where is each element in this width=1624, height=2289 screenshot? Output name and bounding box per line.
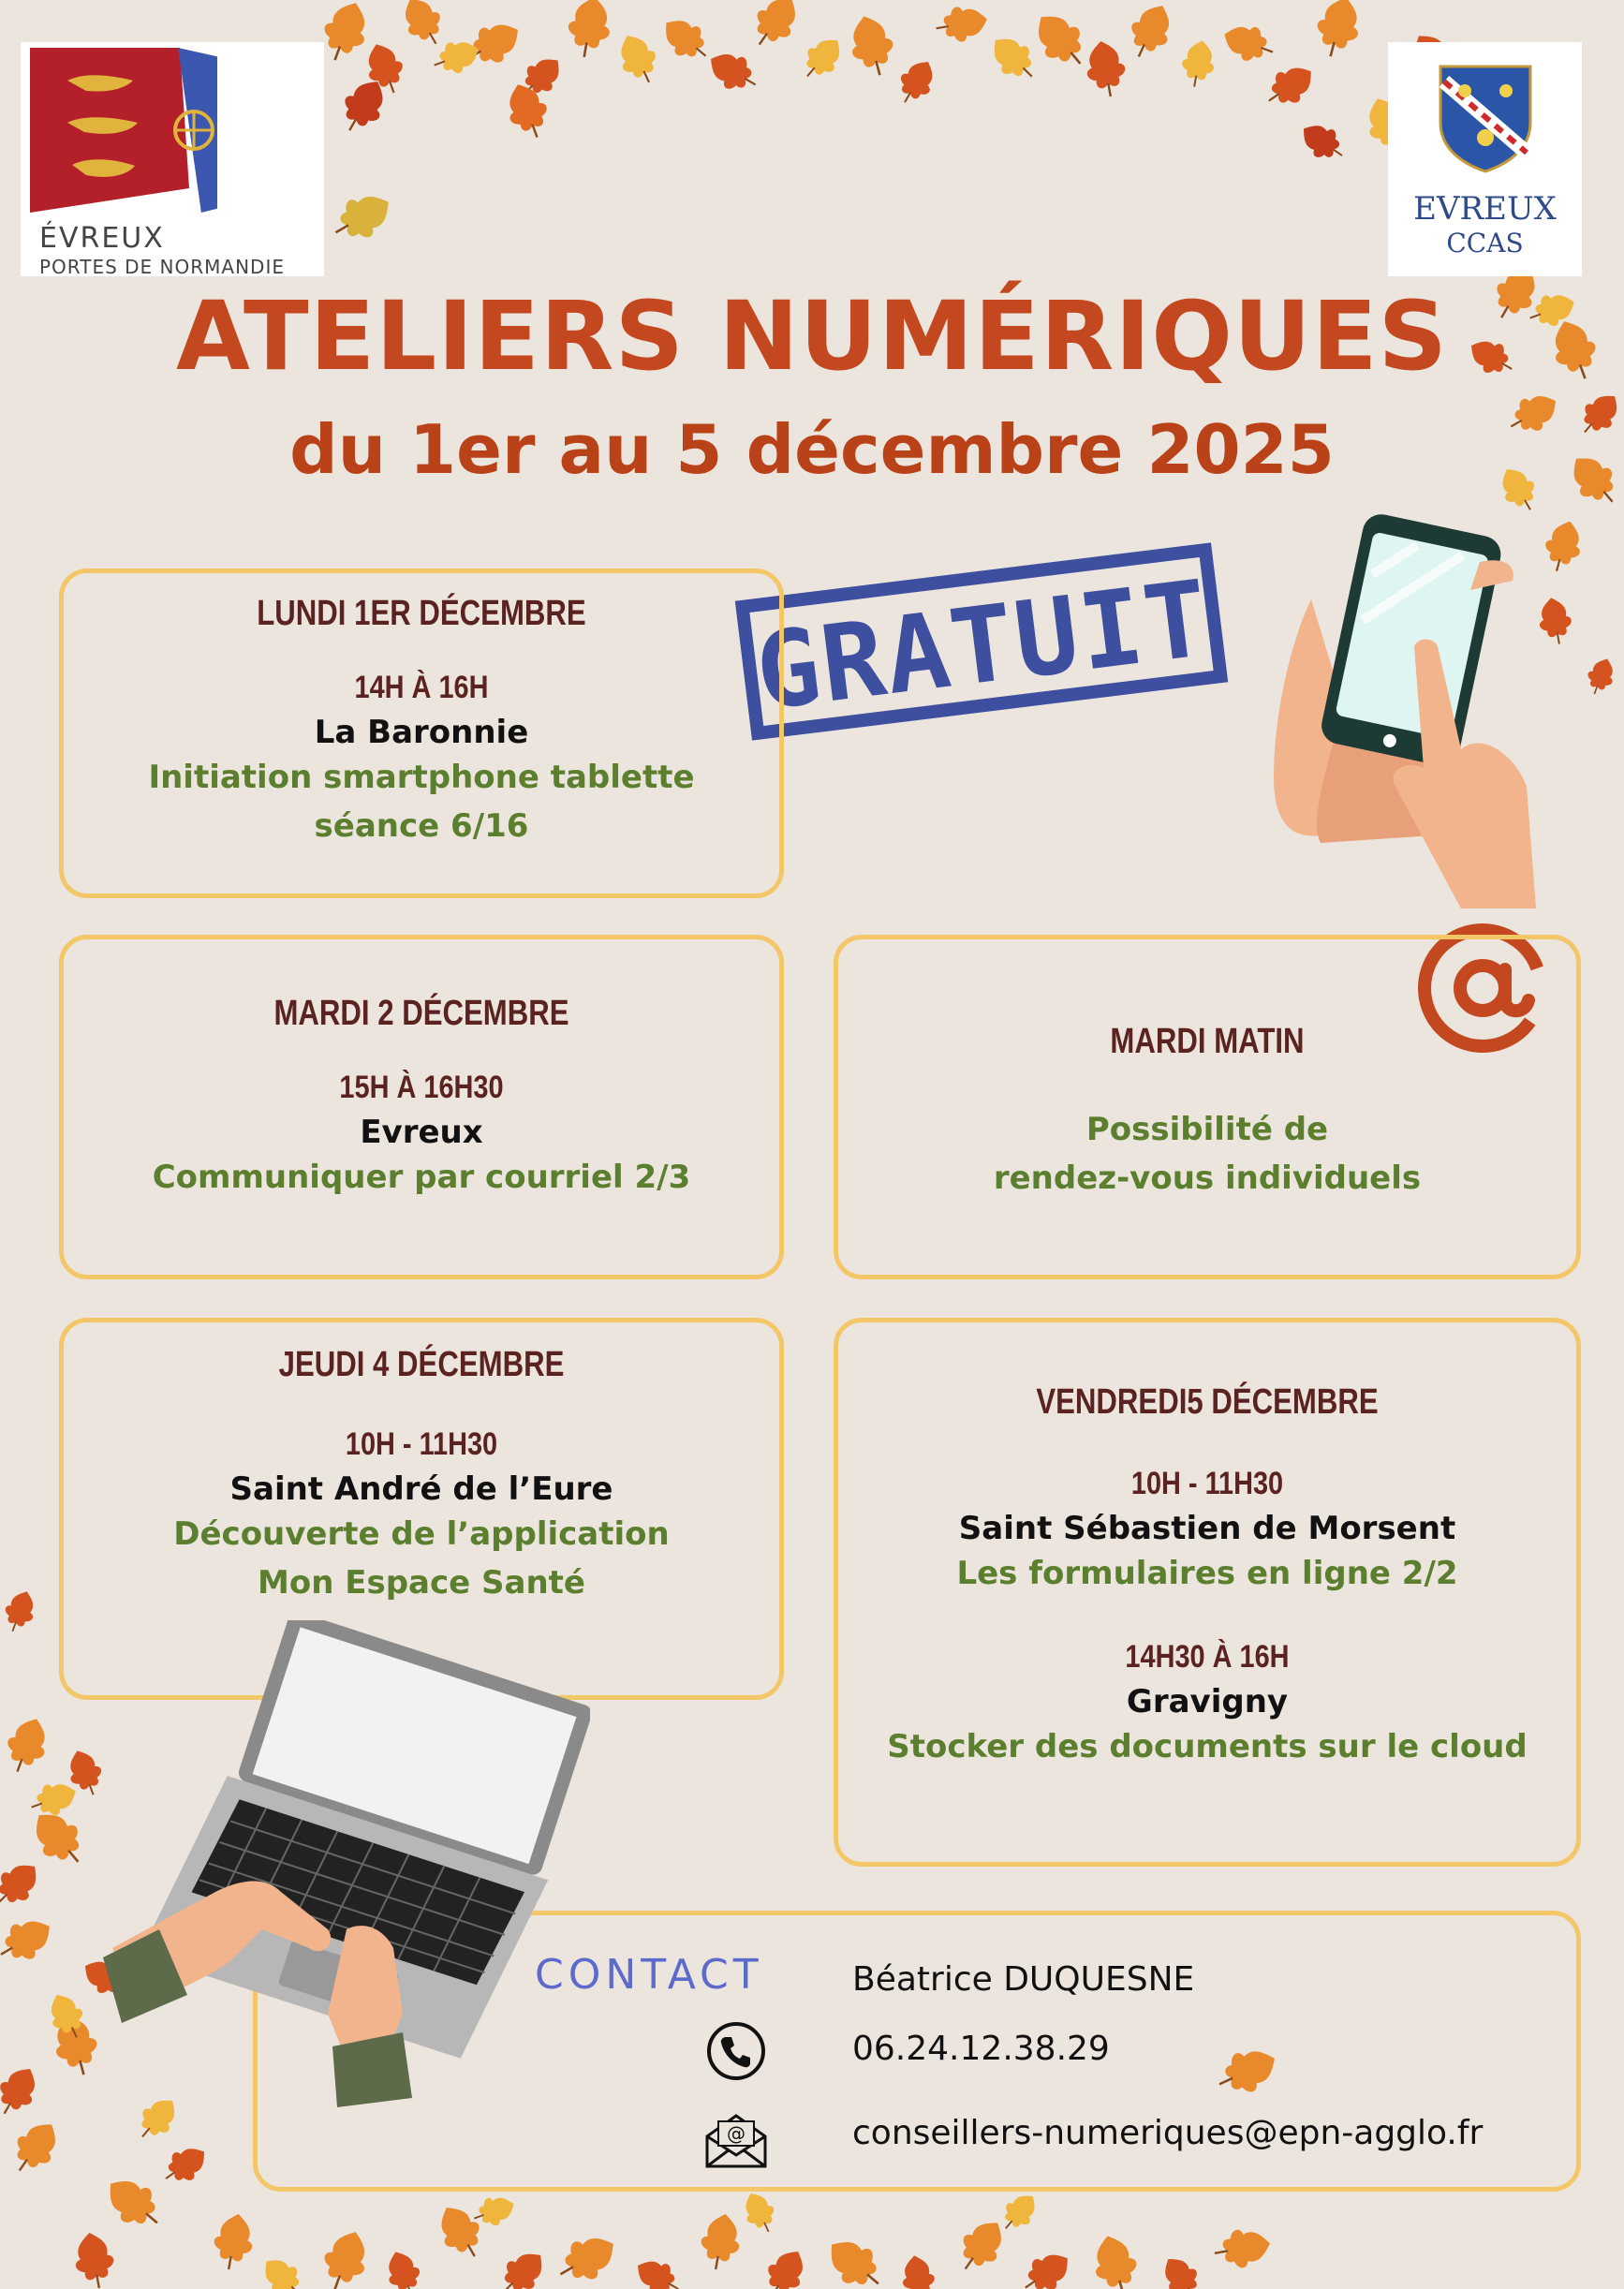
session-card-tuesday-morning — [834, 935, 1581, 1279]
session-day: MARDI 2 DÉCEMBRE — [273, 994, 569, 1033]
session-activity: Initiation smartphone tablette — [148, 759, 695, 796]
logo-left-name: ÉVREUX — [39, 222, 165, 255]
session-activity: Les formulaires en ligne 2/2 — [956, 1555, 1458, 1592]
session-activity: rendez-vous individuels — [993, 1159, 1422, 1197]
session-place: Saint Sébastien de Morsent — [958, 1510, 1456, 1547]
evreux-ccas-logo — [1388, 42, 1582, 276]
phone-icon — [705, 2020, 767, 2082]
fleur-de-lis-crest-icon — [1437, 63, 1534, 173]
session-place: La Baronnie — [314, 714, 529, 751]
session-day: LUNDI 1ER DÉCEMBRE — [257, 594, 586, 633]
page-subtitle: du 1er au 5 décembre 2025 — [289, 410, 1335, 489]
evreux-agglo-logo — [21, 42, 324, 276]
contact-label: CONTACT — [535, 1951, 763, 1999]
svg-text:@: @ — [727, 2122, 746, 2145]
free-stamp — [735, 542, 1228, 740]
normandy-lions-emblem — [30, 48, 217, 213]
contact-phone[interactable]: 06.24.12.38.29 — [852, 2030, 1110, 2068]
session-activity: Mon Espace Santé — [258, 1564, 585, 1602]
session-activity: Communiquer par courriel 2/3 — [152, 1159, 691, 1196]
laptop-hands-illustration — [103, 1620, 590, 2107]
session-place: Evreux — [360, 1114, 483, 1151]
session-card-friday — [834, 1318, 1581, 1867]
autumn-leaf-icon — [328, 183, 403, 248]
autumn-leaf-icon — [489, 75, 564, 140]
logo-right-name: EVREUX — [1413, 190, 1557, 228]
session-time: 14H30 À 16H — [1125, 1639, 1290, 1675]
session-place: Gravigny — [1126, 1683, 1289, 1720]
session-card-monday — [59, 569, 784, 898]
session-place: Saint André de l’Eure — [229, 1470, 613, 1508]
session-day: MARDI MATIN — [1110, 1022, 1305, 1061]
autumn-leaf-icon — [0, 1583, 47, 1639]
page-title: ATELIERS NUMÉRIQUES — [176, 281, 1448, 392]
email-icon — [703, 2108, 769, 2170]
session-card-tuesday — [59, 935, 784, 1279]
session-activity: Découverte de l’application — [173, 1515, 670, 1553]
session-time: 10H - 11H30 — [1130, 1466, 1284, 1501]
session-time: 15H À 16H30 — [339, 1070, 504, 1105]
logo-right-subline: CCAS — [1446, 228, 1524, 258]
smartphone-hand-illustration — [1255, 506, 1555, 918]
session-time: 10H - 11H30 — [345, 1426, 498, 1462]
session-activity: Stocker des documents sur le cloud — [887, 1728, 1528, 1765]
contact-name: Béatrice DUQUESNE — [852, 1960, 1195, 1999]
session-day: VENDREDI5 DÉCEMBRE — [1036, 1382, 1379, 1422]
logo-left-subline: PORTES DE NORMANDIE — [39, 256, 285, 278]
free-stamp-label: GRATUIT — [749, 557, 1217, 734]
session-time: 14H À 16H — [354, 670, 489, 705]
session-activity: séance 6/16 — [314, 807, 529, 845]
session-day: JEUDI 4 DÉCEMBRE — [278, 1345, 565, 1384]
contact-email[interactable]: conseillers-numeriques@epn-agglo.fr — [852, 2114, 1484, 2152]
session-activity: Possibilité de — [1085, 1111, 1329, 1148]
